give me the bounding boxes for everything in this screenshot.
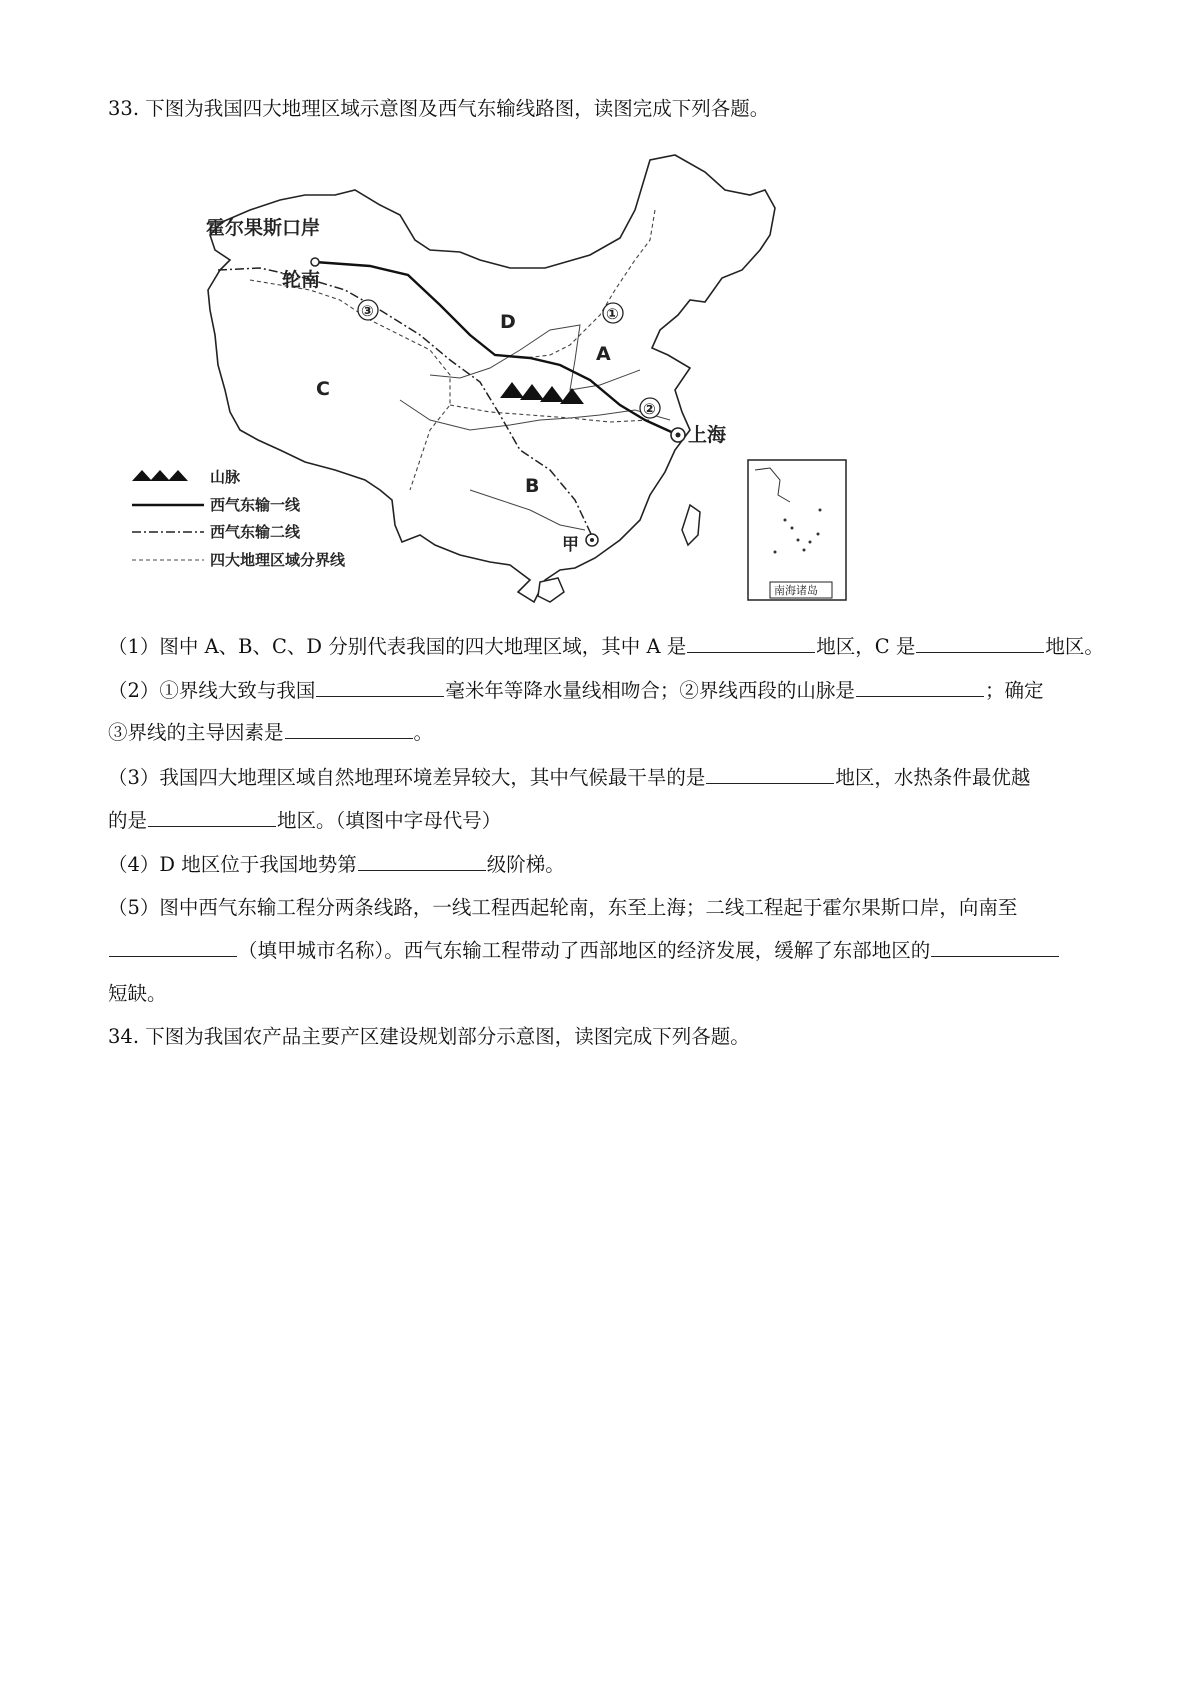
- answer-blank-10[interactable]: [931, 936, 1059, 957]
- question-33-part-3-cont: 的是 地区。（填图中字母代号）: [108, 806, 1098, 836]
- question-33-part-5: （5）图中西气东输工程分两条线路，一线工程西起轮南，东至上海；二线工程起于霍尔果斯口岸，向南至: [108, 896, 1018, 919]
- legend-line2-label: 西气东输二线: [210, 523, 301, 541]
- label-shanghai: 上海: [688, 424, 727, 446]
- label-region-b: B: [525, 475, 540, 497]
- south-sea-inset: [748, 460, 846, 600]
- hainan-island: [538, 578, 564, 602]
- taiwan-island: [682, 505, 700, 545]
- inset-label: 南海诸岛: [774, 584, 818, 597]
- answer-blank-4[interactable]: [856, 676, 984, 697]
- qinling-mountain-symbol: [500, 382, 584, 404]
- jia-city-dot: [590, 538, 594, 542]
- boundary-line-1: [500, 210, 655, 358]
- legend-mountain-label: 山脉: [210, 468, 241, 486]
- answer-blank-5[interactable]: [285, 718, 413, 739]
- label-boundary-3: ③: [361, 302, 374, 320]
- boundary-line-3: [250, 280, 450, 490]
- question-34-title: 34. 下图为我国农产品主要产区建设规划部分示意图，读图完成下列各题。: [108, 1025, 750, 1048]
- legend: [132, 468, 346, 569]
- shanghai-city-dot: [676, 433, 681, 438]
- question-33-title: 33. 下图为我国四大地理区域示意图及西气东输线路图，读图完成下列各题。: [108, 97, 770, 120]
- question-33-part-5-end: 短缺。: [108, 982, 167, 1005]
- lunnan-city-marker: [311, 258, 319, 266]
- question-33-part-1: （1）图中 A、B、C、D 分别代表我国的四大地理区域，其中 A 是 地区，C 是 地区。: [108, 632, 1098, 662]
- label-huoerguosi: 霍尔果斯口岸: [206, 217, 321, 239]
- china-regions-map: [130, 150, 870, 610]
- legend-boundary-label: 四大地理区域分界线: [210, 551, 346, 569]
- label-boundary-2: ②: [643, 400, 656, 418]
- label-jia: 甲: [562, 535, 579, 555]
- answer-blank-6[interactable]: [706, 763, 834, 784]
- answer-blank-7[interactable]: [148, 806, 276, 827]
- label-region-c: C: [316, 378, 330, 400]
- legend-line1-label: 西气东输一线: [210, 496, 301, 514]
- question-33-part-2-cont: ③界线的主导因素是 。: [108, 718, 1098, 748]
- answer-blank-1[interactable]: [687, 632, 815, 653]
- question-33-part-5-cont: （填甲城市名称）。西气东输工程带动了西部地区的经济发展，缓解了东部地区的: [108, 936, 1098, 966]
- answer-blank-2[interactable]: [916, 632, 1044, 653]
- legend-mountain-symbol: [132, 470, 188, 481]
- label-region-a: A: [596, 343, 611, 365]
- answer-blank-3[interactable]: [316, 676, 444, 697]
- label-boundary-1: ①: [606, 305, 619, 323]
- question-33-part-3: （3）我国四大地理区域自然地理环境差异较大，其中气候最干旱的是 地区，水热条件最优越: [108, 763, 1098, 793]
- label-region-d: D: [500, 311, 516, 333]
- question-33-part-2: （2）①界线大致与我国 毫米年等降水量线相吻合；②界线西段的山脉是 ；确定: [108, 676, 1098, 706]
- answer-blank-8[interactable]: [358, 850, 486, 871]
- label-lunnan: 轮南: [282, 269, 321, 291]
- answer-blank-9[interactable]: [109, 936, 237, 957]
- question-33-part-4: （4）D 地区位于我国地势第 级阶梯。: [108, 850, 1098, 880]
